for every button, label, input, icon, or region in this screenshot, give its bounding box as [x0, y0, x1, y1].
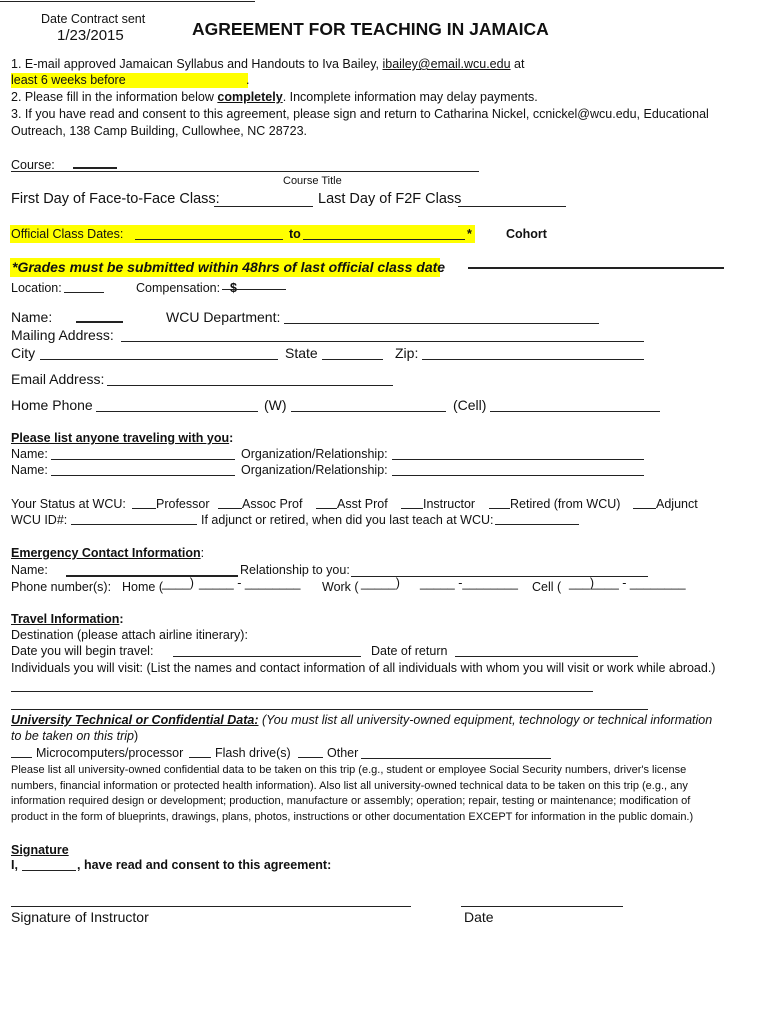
course-title-caption: Course Title: [283, 175, 342, 187]
status-instructor-blank[interactable]: [401, 508, 423, 509]
top-rule: [0, 1, 255, 2]
visit-instructions: Individuals you will visit: (List the names and contact information of all individuals with whom you will visit or work while abroad.): [11, 661, 716, 675]
destination-label: Destination (please attach airline itinerary):: [11, 628, 248, 642]
return-date-field[interactable]: [455, 656, 638, 657]
travelers-heading: Please list anyone traveling with you:: [11, 431, 234, 445]
traveler-1-name-field[interactable]: [51, 459, 235, 460]
status-asst-blank[interactable]: [316, 508, 337, 509]
official-start-field[interactable]: [135, 239, 283, 240]
department-label: WCU Department:: [166, 309, 281, 325]
emergency-phone-label: Phone number(s):: [11, 580, 112, 594]
consent-prefix: I,: [11, 858, 18, 872]
emergency-relationship-label: Relationship to you:: [240, 563, 350, 577]
other-label: Other: [327, 746, 359, 760]
emergency-work-number[interactable]: _____ -________: [420, 576, 519, 590]
date-sent-value: 1/23/2015: [57, 27, 124, 44]
technical-para-3: information required design or development; production, manufacture or assembly; operation; repair, testing or maintenance; modification of: [11, 795, 691, 807]
status-asst: Asst Prof: [337, 497, 388, 511]
status-professor-blank[interactable]: [132, 508, 156, 509]
state-label: State: [285, 345, 318, 361]
status-retired-blank[interactable]: [489, 508, 510, 509]
adjunct-question: If adjunct or retired, when did you last teach at WCU:: [201, 513, 494, 527]
status-retired: Retired (from WCU): [510, 497, 621, 511]
begin-travel-label: Date you will begin travel:: [11, 644, 154, 658]
official-end-field[interactable]: [303, 239, 465, 240]
signature-label: Signature of Instructor: [11, 909, 149, 925]
home-phone-field[interactable]: [96, 411, 258, 412]
traveler-1-org-field[interactable]: [392, 459, 644, 460]
state-field[interactable]: [322, 359, 383, 360]
visit-field-1[interactable]: [11, 691, 593, 692]
grades-note: *Grades must be submitted within 48hrs of last official class date: [12, 259, 446, 275]
signature-date-field[interactable]: [461, 906, 623, 907]
traveler-1-name-label: Name:: [11, 447, 48, 461]
course-mark: [73, 167, 117, 169]
micro-blank[interactable]: [11, 757, 32, 758]
consent-name-field[interactable]: [22, 870, 76, 871]
consent-statement: , have read and consent to this agreement:: [77, 858, 332, 872]
emergency-home-label: Home (: [122, 580, 163, 594]
cell-phone-label: (Cell): [453, 397, 487, 413]
emergency-cell-number[interactable]: ____ - ________: [591, 576, 686, 590]
zip-label: Zip:: [395, 345, 419, 361]
course-field[interactable]: [11, 171, 479, 172]
work-phone-field[interactable]: [291, 411, 446, 412]
email-field[interactable]: [107, 385, 393, 386]
technical-para-1: Please list all university-owned confidential data to be taken on this trip (e.g., student or employee Social Security numbers, driver's license: [11, 764, 687, 776]
email-label: Email Address:: [11, 371, 105, 387]
last-day-label: Last Day of F2F Class: [318, 191, 462, 207]
name-field[interactable]: [76, 321, 123, 323]
flash-blank[interactable]: [189, 757, 211, 758]
department-field[interactable]: [284, 323, 599, 324]
work-phone-label: (W): [264, 397, 287, 413]
emergency-home-area[interactable]: ____): [162, 576, 194, 590]
visit-field-2[interactable]: [11, 709, 648, 710]
name-label: Name:: [11, 309, 53, 325]
status-instructor: Instructor: [423, 497, 476, 511]
status-assoc: Assoc Prof: [242, 497, 303, 511]
city-label: City: [11, 345, 36, 361]
city-field[interactable]: [40, 359, 278, 360]
location-field[interactable]: [64, 292, 104, 293]
instruction-3b: Outreach, 138 Camp Building, Cullowhee, NC 28723.: [11, 124, 308, 138]
grades-field[interactable]: [468, 267, 724, 269]
mailing-label: Mailing Address:: [11, 327, 114, 343]
last-day-field[interactable]: [458, 206, 566, 207]
course-label: Course:: [11, 158, 55, 172]
location-label: Location:: [11, 281, 62, 295]
instruction-1b: least 6 weeks before: [11, 73, 126, 87]
traveler-2-org-field[interactable]: [392, 475, 644, 476]
status-adjunct-blank[interactable]: [633, 508, 656, 509]
traveler-2-org-label: Organization/Relationship:: [241, 463, 388, 477]
emergency-cell-label: Cell (: [532, 580, 562, 594]
traveler-1-org-label: Organization/Relationship:: [241, 447, 388, 461]
instruction-2: 2. Please fill in the information below completely. Incomplete information may delay payments.: [11, 90, 538, 104]
wcu-id-field[interactable]: [71, 524, 197, 525]
compensation-field[interactable]: [222, 289, 286, 290]
emergency-name-label: Name:: [11, 563, 48, 577]
instruction-3: 3. If you have read and consent to this agreement, please sign and return to Catharina Nickel, ccnickel@wcu.edu, Educational: [11, 107, 709, 121]
cell-phone-field[interactable]: [490, 411, 660, 412]
return-date-label: Date of return: [371, 644, 448, 658]
micro-label: Microcomputers/processor: [36, 746, 184, 760]
official-to-label: to: [289, 227, 301, 241]
traveler-2-name-label: Name:: [11, 463, 48, 477]
status-label: Your Status at WCU:: [11, 497, 126, 511]
emergency-home-number[interactable]: _____ - ________: [199, 576, 301, 590]
status-adjunct: Adjunct: [656, 497, 698, 511]
mailing-field[interactable]: [121, 341, 644, 342]
technical-para-4: product in the form of blueprints, drawings, plans, photos, instructions or other documentation EXCEPT for information in the public domain.): [11, 811, 694, 823]
first-day-field[interactable]: [214, 206, 313, 207]
traveler-2-name-field[interactable]: [51, 475, 235, 476]
technical-intro-2: to be taken on this trip): [11, 729, 139, 743]
last-taught-field[interactable]: [495, 524, 579, 525]
emergency-cell-area[interactable]: ___): [569, 576, 595, 590]
page-title: AGREEMENT FOR TEACHING IN JAMAICA: [192, 19, 549, 39]
travel-heading: Travel Information:: [11, 612, 124, 626]
first-day-label: First Day of Face-to-Face Class:: [11, 191, 220, 207]
zip-field[interactable]: [422, 359, 644, 360]
emergency-heading: Emergency Contact Information:: [11, 546, 205, 560]
signature-field[interactable]: [11, 906, 411, 907]
emergency-work-label: Work (: [322, 580, 359, 594]
technical-intro: University Technical or Confidential Data: (You must list all university-owned equipment, technology or technical information: [11, 713, 713, 727]
signature-heading: Signature: [11, 843, 69, 857]
home-phone-label: Home Phone: [11, 397, 93, 413]
compensation-symbol: $: [230, 281, 237, 295]
official-star: *: [467, 227, 472, 241]
signature-date-label: Date: [464, 909, 494, 925]
flash-label: Flash drive(s): [215, 746, 291, 760]
instruction-1b-end: .: [246, 73, 250, 87]
other-field[interactable]: [361, 758, 551, 759]
technical-para-2: numbers, financial information or protected health information). Also list all university-owned technical data to be taken on this trip (e.g., any: [11, 780, 688, 792]
compensation-label: Compensation:: [136, 281, 221, 295]
official-dates-label: Official Class Dates:: [11, 227, 124, 241]
wcu-id-label: WCU ID#:: [11, 513, 68, 527]
status-professor: Professor: [156, 497, 210, 511]
status-assoc-blank[interactable]: [218, 508, 242, 509]
other-blank[interactable]: [298, 757, 323, 758]
cohort-label: Cohort: [506, 227, 547, 241]
email-link[interactable]: ibailey@email.wcu.edu: [382, 57, 511, 71]
instruction-1: 1. E-mail approved Jamaican Syllabus and Handouts to Iva Bailey, ibailey@email.wcu.edu at: [11, 57, 525, 71]
emergency-work-area[interactable]: _____): [361, 576, 400, 590]
date-sent-label: Date Contract sent: [41, 12, 146, 26]
begin-travel-field[interactable]: [173, 656, 361, 657]
